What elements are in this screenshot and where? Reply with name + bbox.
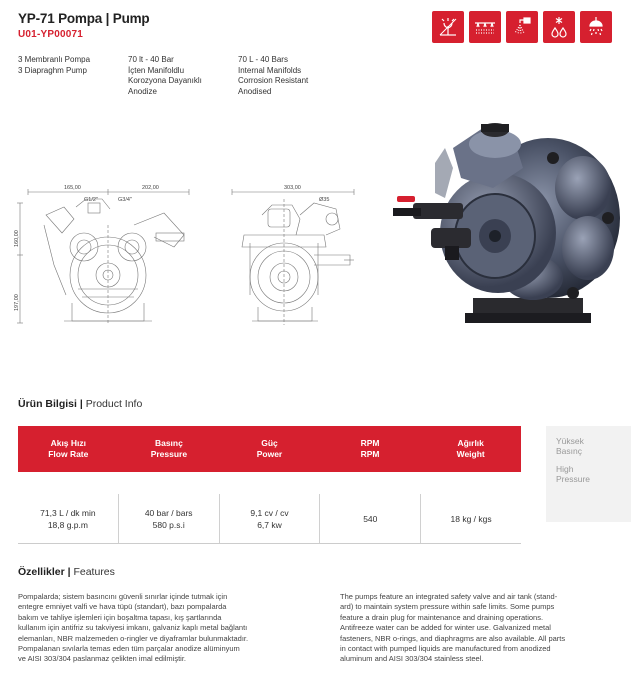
high-pressure-tr — [556, 436, 621, 456]
paragraph-line: in contact with pumped liquids are manufactured from anodized — [340, 644, 551, 654]
frost-drop-icon — [543, 11, 575, 43]
spec-line: Anodize — [128, 86, 157, 96]
spec-line: İçten Manifoldlu — [128, 65, 185, 75]
product-title: YP-71 Pompa | Pump — [18, 11, 150, 26]
dim-160: 160,00 — [14, 230, 20, 247]
paragraph-line: fasteners, NBR o-rings, and diaphragms are also available. All parts — [340, 633, 566, 643]
spec-column-type — [18, 55, 90, 76]
features-text-tr — [18, 592, 318, 665]
value-weight — [421, 494, 521, 543]
value-line: 580 p.s.i — [152, 519, 185, 530]
technical-drawing — [14, 185, 359, 335]
spec-line: 3 Diapraghm Pump — [18, 65, 87, 75]
badge-line: Pressure — [556, 474, 591, 484]
header-rpm — [320, 426, 421, 472]
value-pressure — [119, 494, 220, 543]
boom-sprayer-icon — [469, 11, 501, 43]
nozzle-spray-icon — [506, 11, 538, 43]
high-pressure-en — [556, 464, 621, 484]
paragraph-line: ard) to maintain system pressure within safe limits. Some pumps — [340, 602, 555, 612]
features-text-en — [340, 592, 635, 665]
value-line: 40 bar / bars — [144, 507, 193, 518]
paragraph-line: Pompalarda; sistem basıncını güvenli sınırlar içinde tutmak için — [18, 592, 228, 601]
header-tr: Basınç — [154, 438, 183, 448]
product-info-heading-tr: Ürün Bilgisi | — [18, 398, 83, 410]
paragraph-line: Antifreeze water can be added for winter use. Galvanized metal — [340, 623, 551, 633]
spec-table-header — [18, 426, 521, 472]
paragraph-line: kullanım için antifriz su takviyesi imkanı, galvaniz kaplı metal bağlantı — [18, 623, 248, 633]
value-line: 71,3 L / dk min — [40, 507, 96, 518]
paragraph-line: The pumps feature an integrated safety valve and air tank (stand- — [340, 592, 558, 601]
dim-165: 165,00 — [64, 185, 81, 191]
paragraph-line: Pompalanan sıvılarla temas eden tüm parçalar anodize alüminyum — [18, 644, 240, 654]
value-power — [220, 494, 321, 543]
dim-202: 202,00 — [142, 185, 159, 191]
application-icons — [432, 11, 612, 43]
spec-line: 70 L - 40 Bars — [238, 55, 288, 64]
header-weight — [420, 426, 521, 472]
header-tr: Ağırlık — [457, 438, 484, 448]
spec-line: 70 lt - 40 Bar — [128, 55, 174, 64]
header-en: Pressure — [150, 449, 188, 459]
spec-column-tr — [128, 55, 202, 97]
value-line: 18,8 g.p.m — [47, 519, 88, 530]
features-heading — [18, 566, 115, 578]
port-g12: G1/2" — [84, 197, 98, 203]
pump-product-image — [383, 108, 633, 338]
value-flow-rate — [18, 494, 119, 543]
header-tr: Güç — [261, 438, 278, 448]
paragraph-line: aluminum and AISI 303/304 stainless steel. — [340, 654, 484, 664]
header-en: Flow Rate — [48, 449, 89, 459]
paragraph-line: ve AISI 303/304 paslanmaz çelikten imal edilmiştir. — [18, 654, 186, 664]
header-en: RPM — [360, 449, 380, 459]
features-heading-tr: Özellikler | — [18, 566, 71, 578]
paragraph-line: elemanları, NBR malzemeden o-ringler ve diyaframlar bulunmaktadır. — [18, 633, 249, 643]
paragraph-line: bakım ve tahliye işlemleri için boşaltma tapası, kış şartlarında — [18, 612, 222, 622]
dim-303: 303,00 — [284, 185, 301, 191]
header-flow-rate — [18, 426, 119, 472]
dim-dia35: Ø35 — [319, 197, 330, 203]
spec-table — [18, 426, 521, 544]
spec-line: Anodised — [238, 86, 272, 96]
value-line: 540 — [363, 513, 378, 524]
header-en: Power — [256, 449, 283, 459]
header-tr: RPM — [360, 438, 380, 448]
product-info-heading-en: Product Info — [82, 398, 143, 410]
spec-line: Corrosion Resistant — [238, 76, 309, 85]
product-code: U01-YP00071 — [18, 29, 84, 40]
paragraph-line: feature a drain plug for maintenance and draining operations. — [340, 612, 544, 622]
header-en: Weight — [456, 449, 485, 459]
value-line: 9,1 cv / cv — [250, 507, 289, 518]
value-line: 18 kg / kgs — [450, 513, 492, 524]
header-power — [219, 426, 320, 472]
header-tr: Akış Hızı — [50, 438, 87, 448]
value-line: 6,7 kw — [257, 519, 282, 530]
badge-line: Yüksek — [556, 436, 584, 446]
paragraph-line: entegre emniyet valfi ve hava tüpü (standart), bazı pompalarda — [18, 602, 227, 612]
spec-line: Internal Manifolds — [238, 65, 302, 75]
features-heading-en: Features — [70, 566, 115, 578]
header-pressure — [119, 426, 220, 472]
port-g34: G3/4" — [118, 197, 132, 203]
spec-line: 3 Membranlı Pompa — [18, 55, 91, 64]
spec-line: Korozyona Dayanıklı — [128, 76, 202, 85]
dim-197: 197,00 — [14, 294, 20, 311]
spray-plant-icon — [432, 11, 464, 43]
product-info-heading — [18, 398, 142, 410]
shower-icon — [580, 11, 612, 43]
badge-line: Basınç — [556, 446, 582, 456]
spec-table-row — [18, 494, 521, 544]
value-rpm — [320, 494, 421, 543]
spec-column-en — [238, 55, 308, 97]
high-pressure-badge — [546, 426, 631, 522]
badge-line: High — [556, 464, 574, 474]
